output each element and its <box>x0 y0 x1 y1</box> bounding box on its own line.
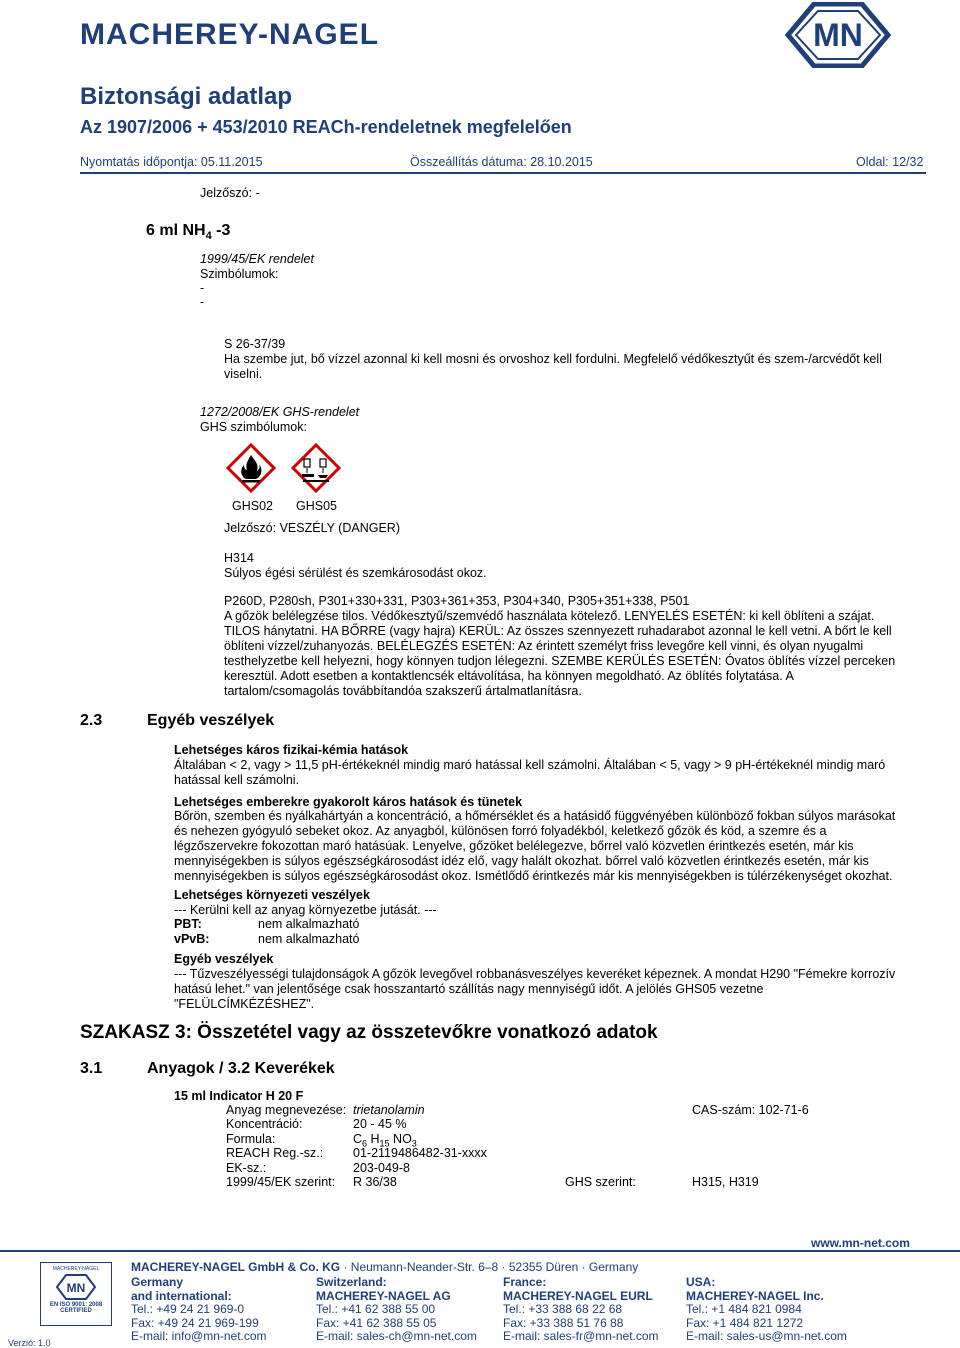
version-label: Verzió: 1.0 <box>8 1338 51 1348</box>
health-text <box>174 809 895 884</box>
symbols-dash-1: - <box>200 281 205 295</box>
p-text-line: tartalom/csomagolás továbbítandóa szakszerű ártalmatlanításra. <box>224 684 582 698</box>
cert-status: CERTIFIED <box>60 1308 92 1314</box>
formula-value: $C_6$ $H_{15}$ $NO_3$ <box>353 1132 417 1149</box>
svg-text:MN: MN <box>66 1281 86 1295</box>
h-code: H314 <box>224 551 254 565</box>
company-line: MACHEREY-NAGEL GmbH & Co. KG · Neumann-Neander-Str. 6–8 · 52355 Düren · Germany <box>131 1260 639 1274</box>
contact-heading: USA: <box>686 1275 716 1289</box>
p-codes: P260D, P280sh, P301+330+331, P303+361+353, P304+340, P305+351+338, P501 <box>224 594 690 608</box>
vpvb-label: vPvB: <box>174 932 210 946</box>
h-text: Súlyos égési sérülést és szemkárosodást okoz. <box>224 566 487 580</box>
cas-number: CAS-szám: 102-71-6 <box>692 1103 809 1117</box>
contact-heading: MACHEREY-NAGEL Inc. <box>686 1288 824 1303</box>
logo-text: MN <box>813 17 863 53</box>
text-line: mennyiségekben is súlyos egészségkárosodást idéz elő, vagy halált okozhat. bőrrel való közvetlen érintkezés esetén, már kis <box>174 854 869 868</box>
env-text: --- Kerülni kell az anyag környezetbe jutását. --- <box>174 903 437 917</box>
contact-email[interactable]: E-mail: sales-ch@mn-net.com <box>316 1329 477 1343</box>
contact-france <box>503 1276 659 1344</box>
contact-fax: Fax: +1 484 821 1272 <box>686 1315 804 1330</box>
cert-brand: MACHEREY-NAGEL <box>52 1266 100 1272</box>
text-line: hatással kell számolni. <box>174 773 300 787</box>
p-text-line: öblíteni vízzel/zuhanyozás. BELÉLEGZÉS ESETÉN: Az érintett személyt friss levegőre kell vinni, és olyan nyugalmi <box>224 639 864 653</box>
certification-badge <box>40 1262 112 1326</box>
text-line: --- Tűzveszélyességi tulajdonságok A gőzök levegővel robbanásveszélyes keveréket képeznek. A mondat H290 "Fémekre korrozív <box>174 967 896 981</box>
ghs-symbols-label: GHS szimbólumok: <box>200 420 307 434</box>
other-hazards-heading: Egyéb veszélyek <box>174 952 274 966</box>
health-heading: Lehetséges emberekre gyakorolt káros hatások és tünetek <box>174 795 523 809</box>
p-text <box>224 609 895 699</box>
section-number: 2.3 <box>80 712 103 729</box>
directive-class-label: 1999/45/EK szerint: <box>226 1175 336 1189</box>
conc-value: 20 - 45 % <box>353 1117 407 1131</box>
p-text-line: testhelyzetbe kell helyezni, hogy könnyen tudjon lélegezni. SZEMBE KERÜLÉS ESETÉN: Óvatos öblítés vízzel perceken <box>224 654 896 668</box>
other-hazards-text <box>174 967 895 1012</box>
name-label: Anyag megnevezése: <box>226 1103 347 1117</box>
cert-standard: EN ISO 9001: 2008 <box>49 1302 103 1308</box>
env-heading: Lehetséges környezeti veszélyek <box>174 888 370 902</box>
compile-date: Összeállítás dátuma: 28.10.2015 <box>410 155 593 169</box>
vpvb-value: nem alkalmazható <box>258 932 360 946</box>
contact-tel: Tel.: +33 388 68 22 68 <box>503 1302 623 1316</box>
ghs-class-label: GHS szerint: <box>565 1175 636 1189</box>
physchem-text <box>174 758 885 788</box>
item-label: 6 ml $NH_4$ -3 <box>146 222 231 243</box>
reach-value: 01-2119486482-31-xxxx <box>353 1146 487 1160</box>
name-value: trietanolamin <box>353 1103 425 1117</box>
contact-email[interactable]: E-mail: sales-us@mn-net.com <box>686 1329 847 1343</box>
page-number: Oldal: 12/32 <box>856 155 924 169</box>
contact-email[interactable]: E-mail: info@mn-net.com <box>131 1329 267 1343</box>
p-text-line: keresztül. Adott esetben a kontaktlencsék eltávolítása, ha könnyen megoldható. Az öblítés folytatása. A <box>224 669 794 683</box>
contact-heading: France: <box>503 1275 547 1289</box>
contact-email[interactable]: E-mail: sales-fr@mn-net.com <box>503 1329 659 1343</box>
cert-logo-icon <box>56 1274 96 1300</box>
text-line: és nehezen gyógyuló sebeket okoz. Az anyagból, különösen forró folyadékból, keletkező gőzök és köd, a szemre és a <box>174 824 827 838</box>
contact-heading: Germany <box>131 1275 184 1289</box>
text-line: Általában < 2, vagy > 11,5 pH-értékeknél mindig maró hatással kell számolni. Általában < 5, vagy > 9 pH-értékeknél mindig maró <box>174 758 886 772</box>
p-text-line: A gőzök belélegzése tilos. Védőkesztyű/szemvédő használata kötelező. LENYELÉS ESETÉN: ki kell öblíteni a szájat. <box>224 609 875 623</box>
flame-icon <box>226 443 276 493</box>
pbt-label: PBT: <box>174 917 202 931</box>
conc-label: Koncentráció: <box>226 1117 303 1131</box>
contact-heading: MACHEREY-NAGEL AG <box>316 1288 451 1303</box>
footer-divider <box>0 1250 960 1252</box>
signal-word: Jelzőszó: - <box>200 186 260 200</box>
document-title: Biztonsági adatlap <box>80 83 293 110</box>
website-link[interactable]: www.mn-net.com <box>811 1236 910 1250</box>
ghs-regulation: 1272/2008/EK GHS-rendelet <box>200 405 360 419</box>
document-subtitle: Az 1907/2006 + 453/2010 REACh-rendeletnek megfelelően <box>80 117 572 137</box>
subsection-title: Anyagok / 3.2 Keverékek <box>147 1060 335 1077</box>
component-item: 15 ml Indicator H 20 F <box>174 1089 304 1103</box>
s-phrases: S 26-37/39 <box>224 337 286 351</box>
contact-usa <box>686 1276 847 1344</box>
text-line: "FELÜLCÍMKÉZÉSHEZ". <box>174 997 315 1011</box>
ek-label: EK-sz.: <box>226 1161 267 1175</box>
signal-word-danger: Jelzőszó: VESZÉLY (DANGER) <box>224 521 400 535</box>
section3-title: SZAKASZ 3: Összetétel vagy az összetevőkre vonatkozó adatok <box>80 1022 658 1043</box>
contact-heading: and international: <box>131 1288 232 1303</box>
contact-fax: Fax: +49 24 21 969-199 <box>131 1315 259 1330</box>
s-text-line-2: viselni. <box>224 367 263 381</box>
contact-tel: Tel.: +41 62 388 55 00 <box>316 1302 436 1316</box>
mn-logo <box>784 2 892 68</box>
contact-switzerland <box>316 1276 477 1344</box>
directive-label: 1999/45/EK rendelet <box>200 252 314 266</box>
formula-label: Formula: <box>226 1132 276 1146</box>
text-line: mennyiségekben is súlyos egészségkárosodást okoz. Ismétlődő érintkezés már kis mennyiségekben is túlérzékenységet okozhat. <box>174 869 893 883</box>
reach-label: REACH Reg.-sz.: <box>226 1146 324 1160</box>
s-text-line-1: Ha szembe jut, bő vízzel azonnal ki kell mosni és orvoshoz kell fordulni. Megfelelő védőkesztyűt és szem-/arcvédőt kell <box>224 352 882 366</box>
contact-germany <box>131 1276 267 1344</box>
ghs05-label: GHS05 <box>296 499 337 513</box>
ghs-class-value: H315, H319 <box>692 1175 759 1189</box>
text-line: hatású lehet." van jelentősége csak hosszantartó szállítás nagy mennyiségű időt. A jelölés GHS05 vezetne <box>174 982 764 996</box>
contact-fax: Fax: +33 388 51 76 88 <box>503 1315 624 1330</box>
directive-class-value: R 36/38 <box>353 1175 397 1189</box>
text-line: légzőszervekre fokozottan maró hatásúak. Lenyelve, gőzöket belélegezve, bőrrel való közvetlen érintkezés esetén, már kis <box>174 839 854 853</box>
symbols-label: Szimbólumok: <box>200 267 279 281</box>
pbt-value: nem alkalmazható <box>258 917 360 931</box>
physchem-heading: Lehetséges káros fizikai-kémia hatások <box>174 743 409 757</box>
section-title: Egyéb veszélyek <box>147 712 275 729</box>
subsection-number: 3.1 <box>80 1060 103 1077</box>
print-date: Nyomtatás időpontja: 05.11.2015 <box>80 155 263 169</box>
contact-heading: Switzerland: <box>316 1275 387 1289</box>
brand-name: MACHEREY-NAGEL <box>80 18 380 51</box>
text-line: Bőrön, szemben és nyálkahártyán a koncentráció, a hőmérséklet és a hatásidő függvényében különböző fokban súlyos marásokat <box>174 809 896 823</box>
ghs02-label: GHS02 <box>232 499 273 513</box>
header-divider <box>80 172 926 174</box>
corrosion-icon <box>291 443 341 493</box>
p-text-line: TILOS hánytatni. HA BŐRRE (vagy hajra) KERÜL: Az összes szennyezett ruhadarabot azonnal le kell vetni. A bőrt le kell <box>224 624 892 638</box>
contact-fax: Fax: +41 62 388 55 05 <box>316 1315 437 1330</box>
contact-tel: Tel.: +49 24 21 969-0 <box>131 1302 245 1316</box>
ek-value: 203-049-8 <box>353 1161 410 1175</box>
contact-tel: Tel.: +1 484 821 0984 <box>686 1302 802 1316</box>
contact-heading: MACHEREY-NAGEL EURL <box>503 1288 653 1303</box>
symbols-dash-2: - <box>200 295 205 309</box>
